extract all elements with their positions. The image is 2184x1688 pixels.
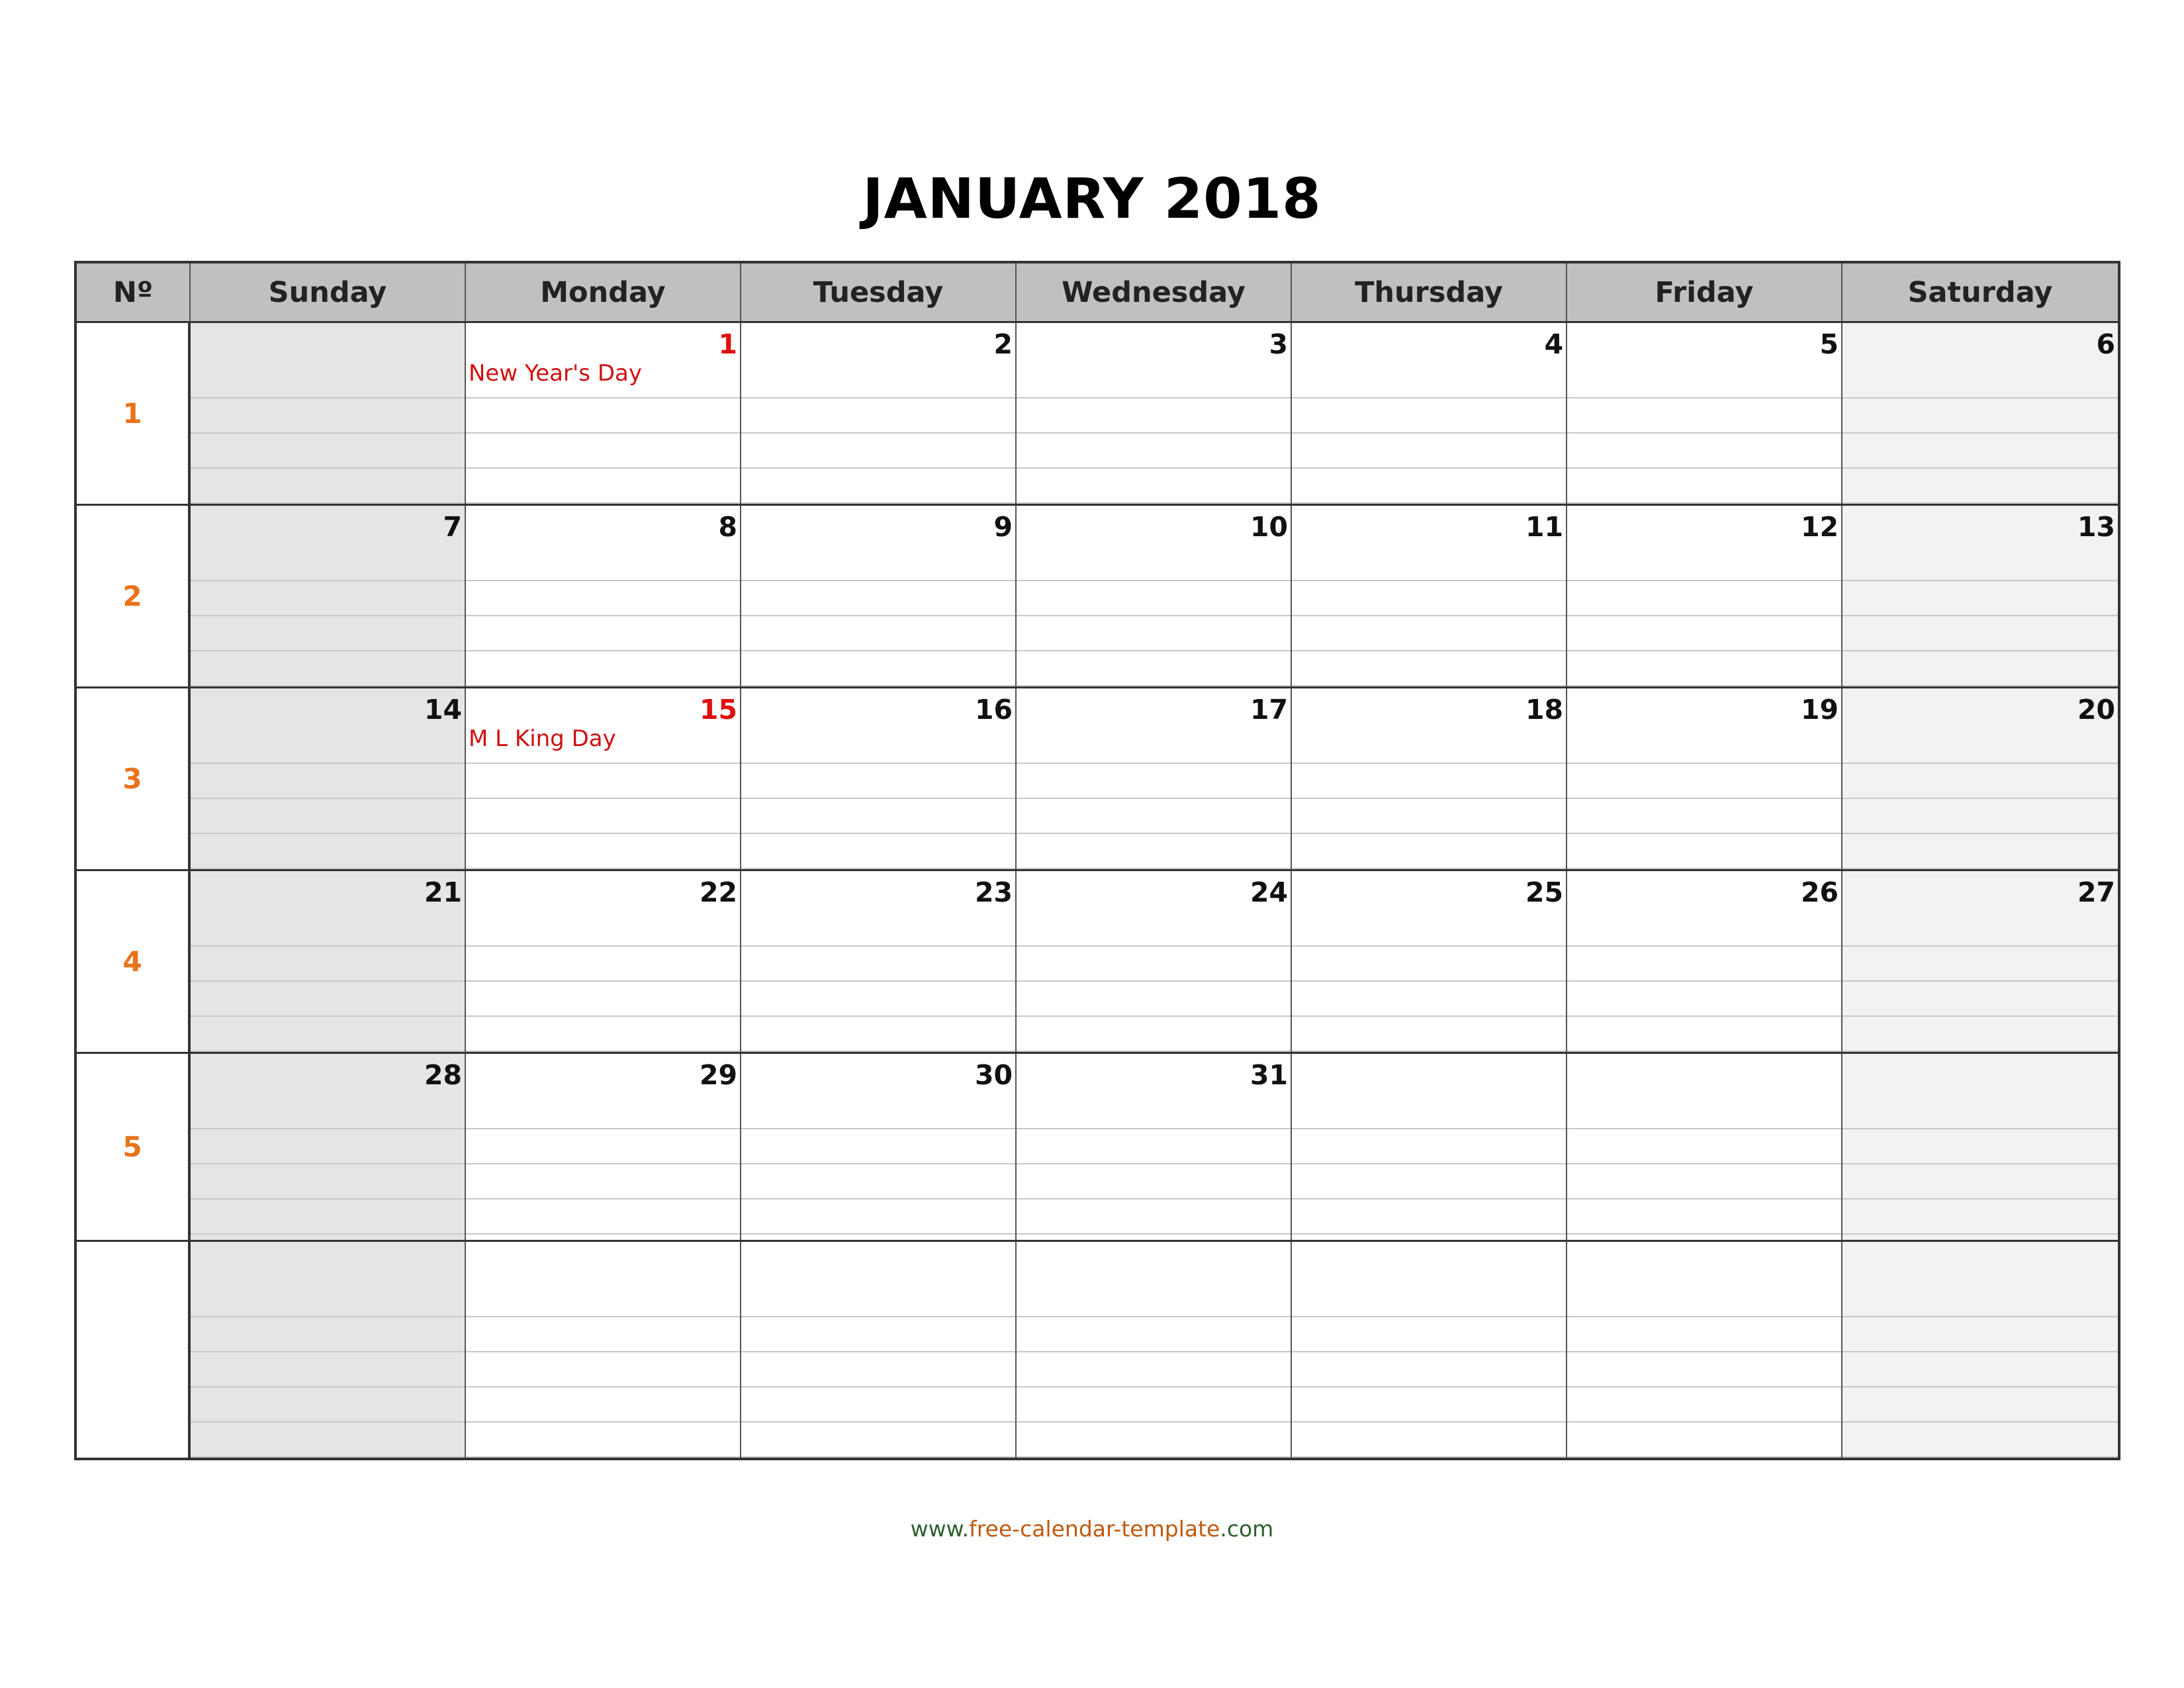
day-cell-top [191,1242,465,1317]
day-cell-top [191,323,465,399]
note-lines [191,399,465,504]
week-number: 4 [77,871,191,1052]
footer-site: free-calendar-template [969,1516,1220,1542]
day-cell-top [1017,688,1291,764]
day-cell-top [741,1242,1015,1317]
day-number: 27 [2077,876,2115,908]
note-lines [1843,1129,2118,1240]
header-friday: Friday [1567,263,1843,321]
note-lines [191,1129,465,1240]
day-number: 3 [1269,328,1288,360]
note-lines [466,764,740,869]
day-cell[interactable] [1292,871,1567,1052]
day-cell[interactable] [1292,1242,1567,1458]
note-lines [1292,1129,1566,1240]
day-cell[interactable] [1292,1054,1567,1240]
day-number: 24 [1250,876,1288,908]
day-number: 1 [718,328,737,360]
day-cell[interactable] [1567,688,1843,869]
day-cell-top [1567,323,1841,399]
week-row [77,1054,2118,1242]
day-cell-top [741,871,1015,947]
note-lines [191,764,465,869]
week-row [77,688,2118,871]
note-lines [1292,399,1566,504]
footer-website[interactable] [0,1516,2184,1542]
day-cell-top [741,506,1015,581]
day-cell[interactable] [191,323,466,504]
note-lines [1843,1317,2118,1458]
note-lines [1567,947,1841,1052]
day-cell[interactable] [1017,688,1292,869]
day-number: 9 [993,511,1013,543]
day-cell[interactable] [1017,1242,1292,1458]
note-lines [1567,1129,1841,1240]
note-lines [1017,947,1291,1052]
day-number: 13 [2077,511,2115,543]
day-number: 23 [974,876,1013,908]
day-number: 2 [993,328,1013,360]
week-number: 1 [77,323,191,504]
day-cell-top [1292,323,1566,399]
day-number: 19 [1800,694,1839,726]
day-cell[interactable] [1843,323,2118,504]
day-number: 6 [2096,328,2115,360]
day-cell[interactable] [191,506,466,686]
day-cell-top [1567,1054,1841,1129]
day-cell-top [1017,1242,1291,1317]
day-cell-top [466,506,740,581]
note-lines [191,1317,465,1458]
day-number: 17 [1250,694,1288,726]
note-lines [741,1129,1015,1240]
holiday-name: M L King Day [469,726,616,752]
note-lines [1017,1317,1291,1458]
day-cell-top [741,323,1015,399]
day-cell[interactable] [466,688,741,869]
day-cell-top [1843,1054,2118,1129]
note-lines [1567,399,1841,504]
day-cell-top [1017,323,1291,399]
day-cell[interactable] [1567,1242,1843,1458]
day-cell-top [1843,1242,2118,1317]
day-cell[interactable] [466,871,741,1052]
day-cell-top [1843,323,2118,399]
day-cell[interactable] [1843,871,2118,1052]
day-cell[interactable] [1292,688,1567,869]
day-cell[interactable] [1017,506,1292,686]
note-lines [191,947,465,1052]
day-cell[interactable] [741,871,1017,1052]
day-cell[interactable] [466,506,741,686]
day-number: 31 [1250,1059,1288,1091]
day-cell[interactable] [466,323,741,504]
day-cell[interactable] [1292,506,1567,686]
day-cell-top [1292,688,1566,764]
note-lines [741,764,1015,869]
day-cell-top [1292,1242,1566,1317]
day-number: 11 [1525,511,1563,543]
day-cell-top [1567,688,1841,764]
day-cell-top [191,506,465,581]
day-cell[interactable] [1017,323,1292,504]
day-number: 14 [424,694,462,726]
week-number: 5 [77,1054,191,1240]
note-lines [466,581,740,686]
note-lines [466,1129,740,1240]
day-cell-top [191,688,465,764]
day-cell[interactable] [741,323,1017,504]
week-number-header: Nº [77,263,191,321]
note-lines [1292,1317,1566,1458]
note-lines [1567,581,1841,686]
day-cell[interactable] [191,1054,466,1240]
note-lines [466,1317,740,1458]
header-tuesday: Tuesday [741,263,1017,321]
note-lines [1843,764,2118,869]
day-cell-top [741,688,1015,764]
day-number: 4 [1544,328,1563,360]
note-lines [741,581,1015,686]
day-cell-top [1567,1242,1841,1317]
day-cell[interactable] [1567,1054,1843,1240]
day-cell[interactable] [741,506,1017,686]
note-lines [1017,764,1291,869]
holiday-name: New Year's Day [469,360,642,387]
note-lines [1843,947,2118,1052]
week-row [77,871,2118,1054]
header-sunday: Sunday [191,263,466,321]
note-lines [741,1317,1015,1458]
day-cell[interactable] [1843,688,2118,869]
day-cell-top [466,1242,740,1317]
note-lines [1017,399,1291,504]
day-cell[interactable] [1843,506,2118,686]
day-cell[interactable] [191,1242,466,1458]
week-row [77,323,2118,506]
week-row [77,1242,2118,1458]
week-number: 3 [77,688,191,869]
day-cell-top [1567,506,1841,581]
day-number: 8 [718,511,737,543]
note-lines [1292,947,1566,1052]
footer-suffix: .com [1220,1516,1274,1542]
day-cell[interactable] [1017,871,1292,1052]
note-lines [1567,1317,1841,1458]
note-lines [741,947,1015,1052]
day-number: 25 [1525,876,1563,908]
week-row [77,506,2118,688]
day-number: 28 [424,1059,462,1091]
day-number: 26 [1800,876,1839,908]
day-number: 12 [1800,511,1839,543]
day-number: 10 [1250,511,1288,543]
note-lines [191,581,465,686]
week-number: 2 [77,506,191,686]
day-cell[interactable] [1567,871,1843,1052]
day-cell[interactable] [1567,506,1843,686]
day-cell-top [191,871,465,947]
calendar-title: JANUARY 2018 [862,166,1322,231]
day-cell-top [1843,688,2118,764]
day-number: 16 [974,694,1013,726]
day-cell-top [1017,506,1291,581]
header-thursday: Thursday [1292,263,1567,321]
day-cell[interactable] [191,688,466,869]
calendar-grid [74,261,2120,1460]
day-number: 5 [1819,328,1839,360]
day-cell[interactable] [191,871,466,1052]
note-lines [741,399,1015,504]
day-number: 15 [699,694,737,726]
note-lines [1292,581,1566,686]
header-saturday: Saturday [1907,275,2053,309]
header-monday: Monday [466,263,741,321]
day-number: 30 [974,1059,1013,1091]
day-cell[interactable] [1843,1242,2118,1458]
day-number: 22 [699,876,737,908]
day-number: 18 [1525,694,1563,726]
day-cell-top [1843,871,2118,947]
day-cell-top [466,1054,740,1129]
note-lines [1017,1129,1291,1240]
day-cell-top [1292,506,1566,581]
note-lines [1017,581,1291,686]
day-cell[interactable] [1017,1054,1292,1240]
calendar-header-row [77,263,2118,323]
day-cell-top [191,1054,465,1129]
day-cell[interactable] [741,688,1017,869]
day-number: 20 [2077,694,2115,726]
note-lines [1843,399,2118,504]
note-lines [466,947,740,1052]
day-cell[interactable] [741,1054,1017,1240]
day-cell-top [1567,871,1841,947]
day-cell-top [1017,1054,1291,1129]
week-number [77,1242,191,1458]
day-number: 7 [443,511,462,543]
day-cell-top [1843,506,2118,581]
day-cell-top [466,871,740,947]
day-cell[interactable] [1843,1054,2118,1240]
day-cell[interactable] [741,1242,1017,1458]
note-lines [1292,764,1566,869]
note-lines [1567,764,1841,869]
day-number: 29 [699,1059,737,1091]
note-lines [1843,581,2118,686]
day-cell-top [1292,1054,1566,1129]
day-cell[interactable] [466,1242,741,1458]
day-number: 21 [424,876,462,908]
header-wednesday: Wednesday [1017,263,1292,321]
day-cell-top [741,1054,1015,1129]
note-lines [466,399,740,504]
footer-prefix: www. [910,1516,970,1542]
day-cell[interactable] [1567,323,1843,504]
day-cell[interactable] [466,1054,741,1240]
day-cell[interactable] [1292,323,1567,504]
day-cell-top [1292,871,1566,947]
day-cell-top [1017,871,1291,947]
